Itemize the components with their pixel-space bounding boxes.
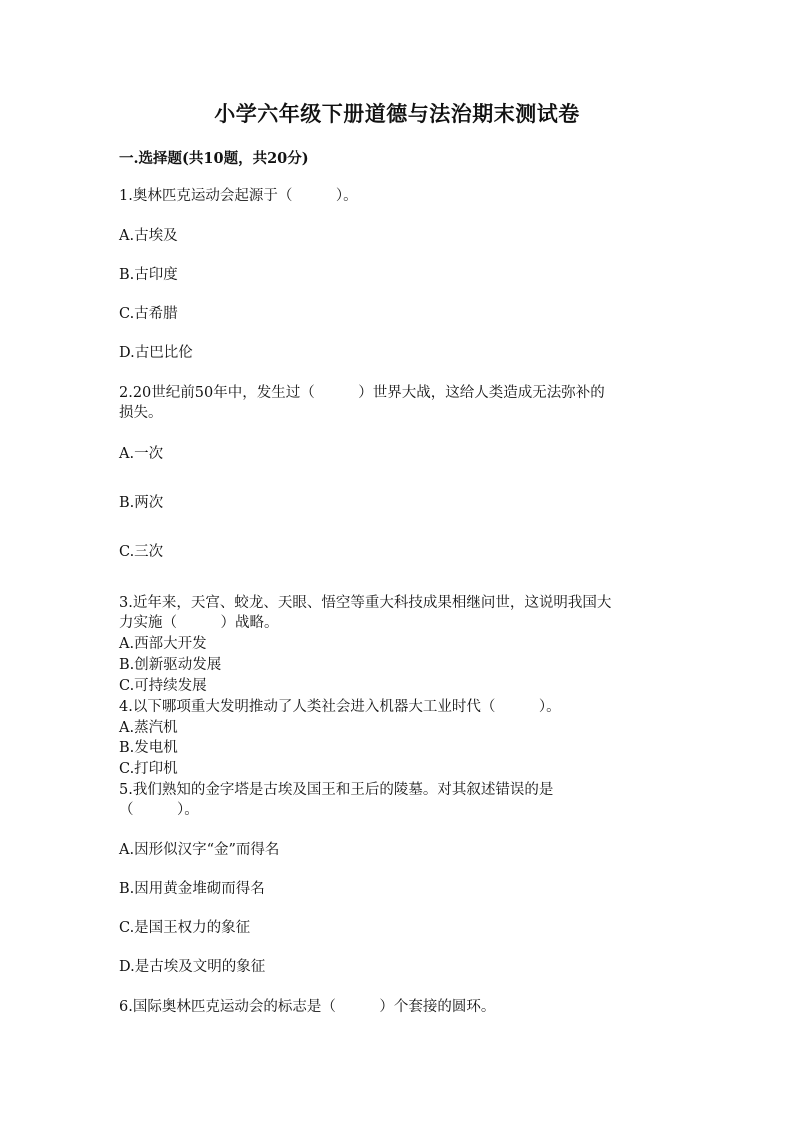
- question-4-option-b: B.发电机: [119, 740, 178, 756]
- question-5-stem-line-2: （ ）。: [119, 802, 199, 818]
- question-5-stem-line-1: 5.我们熟知的金字塔是古埃及国王和王后的陵墓。对其叙述错误的是: [119, 782, 554, 798]
- question-3-option-a: A.西部大开发: [119, 636, 207, 652]
- question-1-stem: 1.奥林匹克运动会起源于（ ）。: [119, 188, 358, 204]
- question-1-option-d: D.古巴比伦: [119, 345, 193, 361]
- question-5-option-c: C.是国王权力的象征: [119, 920, 251, 936]
- question-2-stem-line-2: 损失。: [119, 405, 163, 421]
- question-5-option-a: A.因形似汉字“金”而得名: [119, 842, 280, 858]
- question-4-stem: 4.以下哪项重大发明推动了人类社会进入机器大工业时代（ ）。: [119, 699, 561, 715]
- question-6-stem: 6.国际奥林匹克运动会的标志是（ ）个套接的圆环。: [119, 999, 496, 1015]
- section-heading: 一.选择题(共10题，共20分): [119, 150, 309, 167]
- exam-title: 小学六年级下册道德与法治期末测试卷: [214, 101, 580, 126]
- question-3-option-c: C.可持续发展: [119, 678, 207, 694]
- question-5-option-d: D.是古埃及文明的象征: [119, 959, 266, 975]
- question-3-stem-line-1: 3.近年来，天宫、蛟龙、天眼、悟空等重大科技成果相继问世，这说明我国大: [119, 595, 612, 611]
- question-1-option-b: B.古印度: [119, 267, 178, 283]
- question-5-option-b: B.因用黄金堆砌而得名: [119, 881, 265, 897]
- question-2-option-a: A.一次: [119, 446, 164, 462]
- question-2-option-c: C.三次: [119, 544, 164, 560]
- question-2-stem-line-1: 2.20世纪前50年中，发生过（ ）世界大战，这给人类造成无法弥补的: [119, 385, 605, 401]
- question-3-stem-line-2: 力实施（ ）战略。: [119, 615, 279, 631]
- question-1-option-c: C.古希腊: [119, 306, 178, 322]
- question-4-option-a: A.蒸汽机: [119, 720, 178, 736]
- question-3-option-b: B.创新驱动发展: [119, 657, 222, 673]
- question-1-option-a: A.古埃及: [119, 228, 178, 244]
- question-2-option-b: B.两次: [119, 495, 164, 511]
- question-4-option-c: C.打印机: [119, 761, 178, 777]
